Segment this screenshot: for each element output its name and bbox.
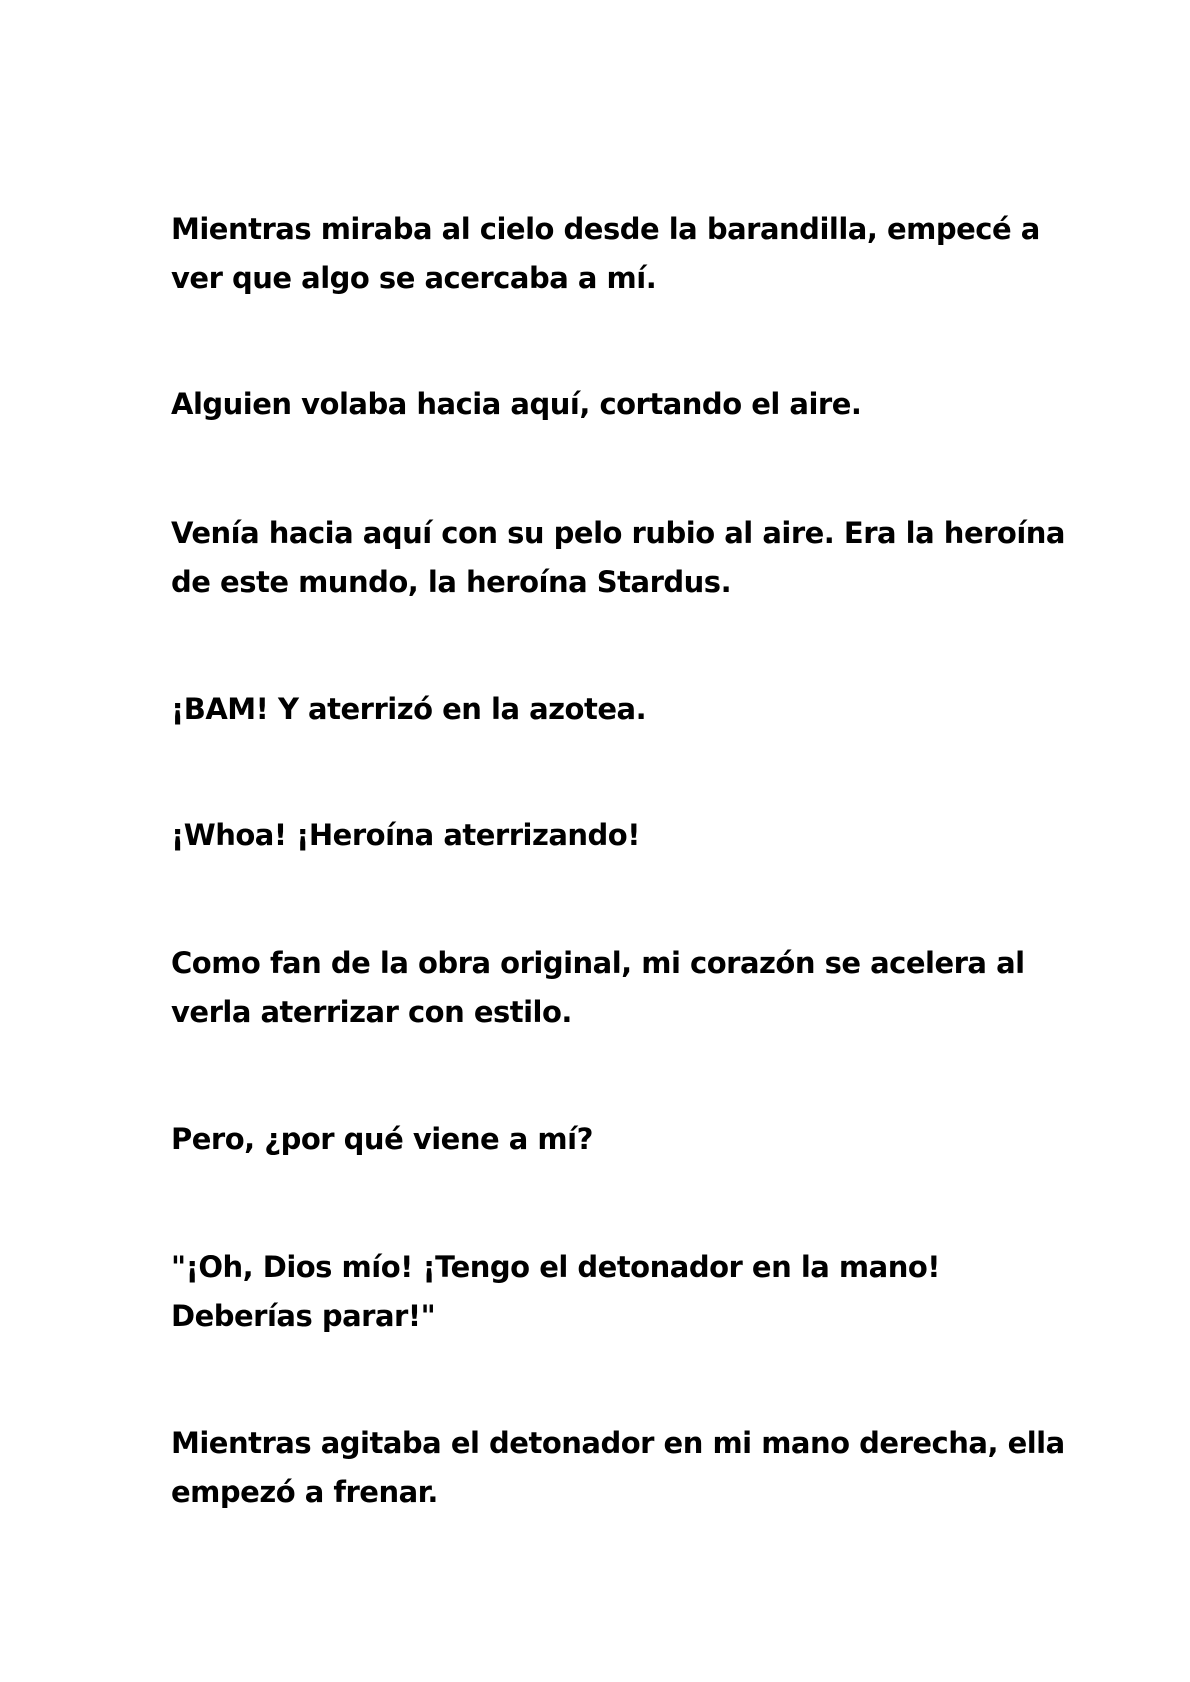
paragraph-3 [171, 509, 1065, 607]
paragraph-line: Alguien volaba hacia aquí, cortando el aire. [171, 387, 862, 421]
paragraph-7 [171, 1115, 1051, 1164]
paragraph-line: de este mundo, la heroína Stardus. [171, 565, 732, 599]
paragraph-8 [171, 1243, 1051, 1341]
paragraph-1 [171, 205, 1051, 303]
paragraph-line: verla aterrizar con estilo. [171, 995, 572, 1029]
paragraph-line: "¡Oh, Dios mío! ¡Tengo el detonador en la mano! [171, 1250, 941, 1284]
paragraph-line: Como fan de la obra original, mi corazón se acelera al [171, 946, 1025, 980]
paragraph-9 [171, 1419, 1065, 1517]
paragraph-line: Mientras miraba al cielo desde la barandilla, empecé a [171, 212, 1040, 246]
paragraph-line: Pero, ¿por qué viene a mí? [171, 1122, 593, 1156]
paragraph-line: ¡Whoa! ¡Heroína aterrizando! [171, 818, 640, 852]
paragraph-6 [171, 939, 1051, 1037]
paragraph-line: ¡BAM! Y aterrizó en la azotea. [171, 692, 647, 726]
paragraph-line: ver que algo se acercaba a mí. [171, 261, 657, 295]
paragraph-line: empezó a frenar. [171, 1475, 438, 1509]
paragraph-line: Mientras agitaba el detonador en mi mano derecha, ella [171, 1426, 1065, 1460]
paragraph-line: Venía hacia aquí con su pelo rubio al aire. Era la heroína [171, 516, 1065, 550]
paragraph-line: Deberías parar!" [171, 1299, 436, 1333]
paragraph-4 [171, 685, 1051, 734]
paragraph-5 [171, 811, 1051, 860]
paragraph-2 [171, 380, 1051, 429]
